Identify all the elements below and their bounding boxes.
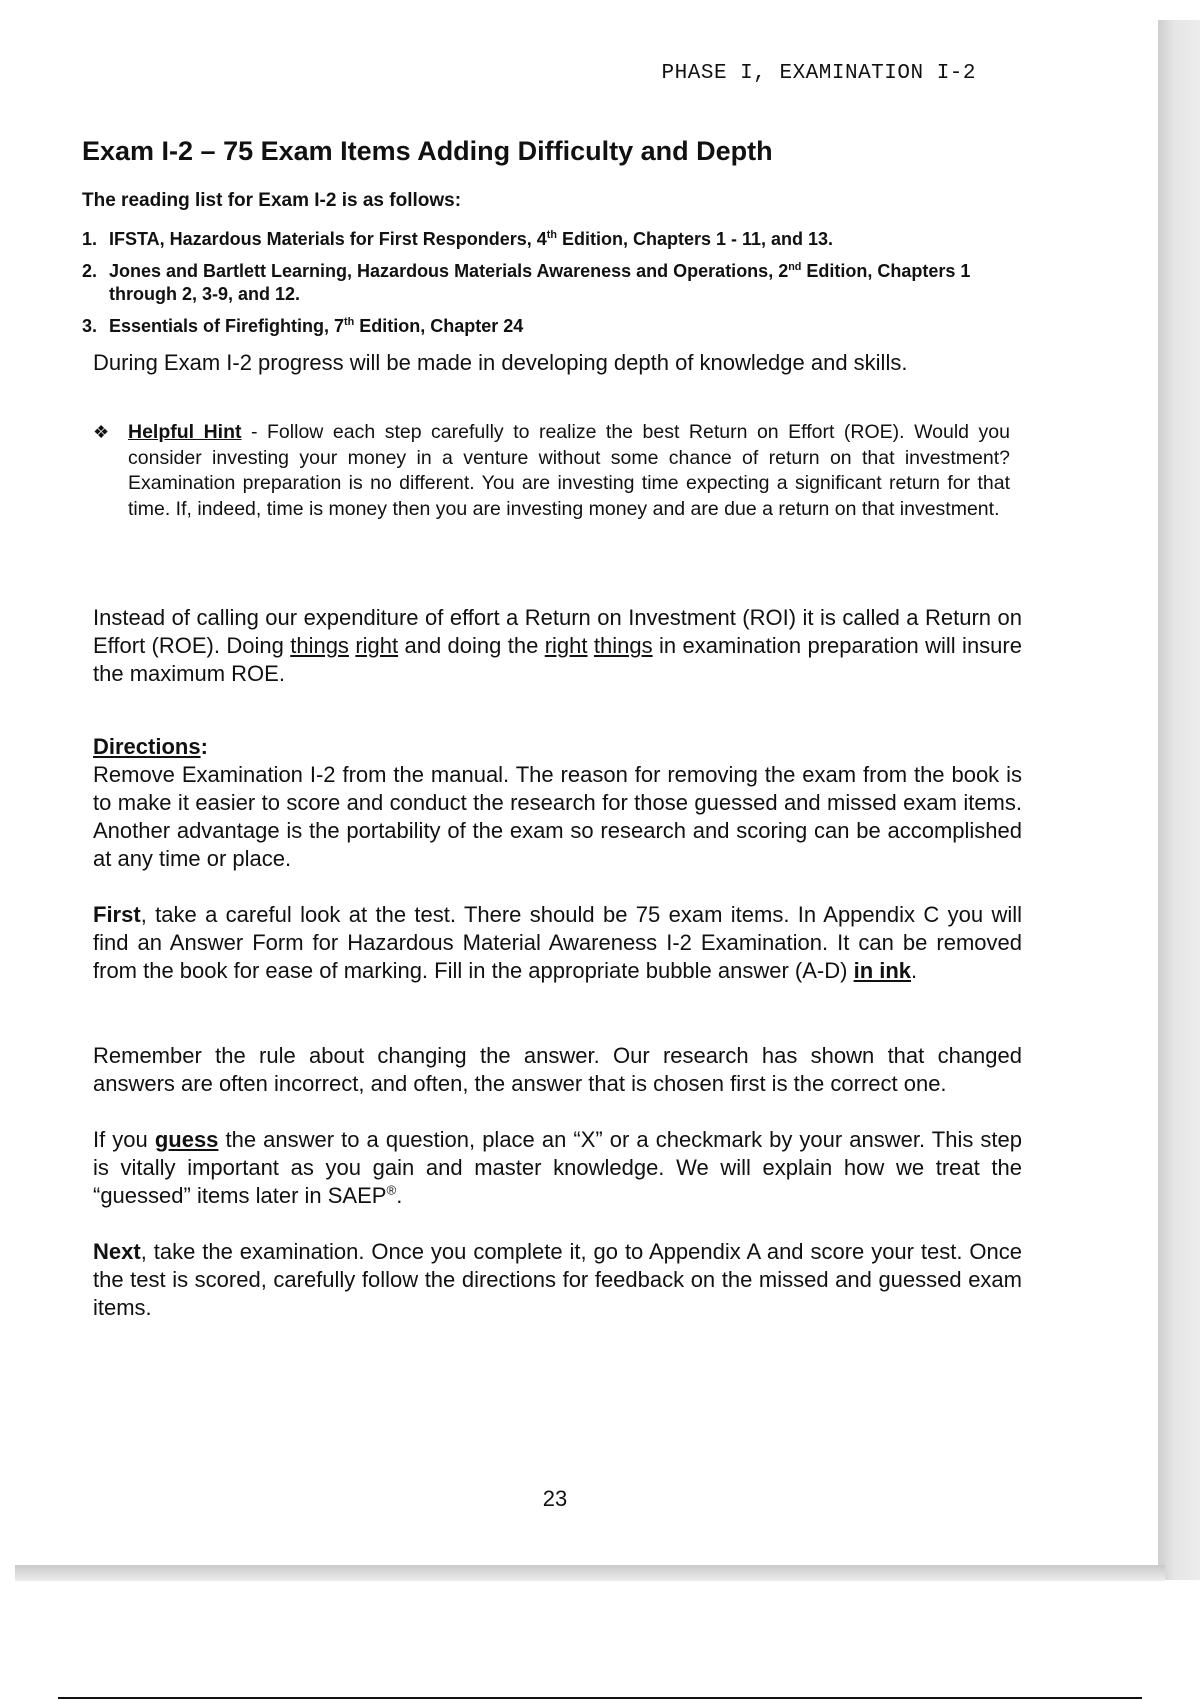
footer-rule: [58, 1697, 1142, 1699]
running-header: PHASE I, EXAMINATION I-2: [661, 62, 976, 85]
list-number: 1.: [82, 229, 98, 249]
diamond-bullet-icon: ❖: [93, 422, 110, 442]
reading-list-intro: The reading list for Exam I-2 is as follows:: [82, 190, 462, 211]
reading-list-item: 2. Jones and Bartlett Learning, Hazardous Materials Awareness and Operations, 2nd Edition, Chapters 1 through 2, 3-9, and 12.: [82, 261, 971, 304]
directions-paragraph: Remove Examination I-2 from the manual. The reason for removing the exam from the book is to make it easier to score and conduct the research for those guessed and missed exam items. Another advantage is the portability of the exam so research and scoring can be accomplished at any time or place.: [93, 762, 1022, 871]
list-number: 2.: [82, 261, 98, 281]
progress-paragraph: During Exam I-2 progress will be made in developing depth of knowledge and skills.: [93, 350, 908, 375]
reading-list-item: 3. Essentials of Firefighting, 7th Edition, Chapter 24: [82, 316, 524, 336]
hint-label: Helpful Hint: [128, 421, 242, 443]
first-step-paragraph: First, take a careful look at the test. There should be 75 exam items. In Appendix C you will find an Answer Form for Hazardous Material Awareness I-2 Examination. It can be removed from the book for ease of marking. Fill in the appropriate bubble answer (A-D) in ink.: [93, 902, 1022, 983]
list-number: 3.: [82, 316, 98, 336]
directions-heading: Directions:: [93, 734, 208, 759]
guess-paragraph: If you guess the answer to a question, place an “X” or a checkmark by your answer. This step is vitally important as you gain and master knowledge. We will explain how we treat the “guessed” items later in SAEP®.: [93, 1127, 1022, 1208]
remember-paragraph: Remember the rule about changing the answer. Our research has shown that changed answers are often incorrect, and often, the answer that is chosen first is the correct one.: [93, 1043, 1022, 1096]
page-number: 23: [542, 1486, 568, 1511]
page-edge-shadow: [1158, 20, 1200, 1580]
hint-body: Helpful Hint - Follow each step carefully to realize the best Return on Effort (ROE). Would you consider investing your money in a venture without some chance of return on that investment? Examination preparation is no different. You are investing time expecting a significant return for that time. If, indeed, time is money then you are investing money and are due a return on that investment.: [128, 421, 1010, 520]
reading-list-item: 1. IFSTA, Hazardous Materials for First Responders, 4th Edition, Chapters 1 - 11, and 13.: [82, 229, 834, 249]
helpful-hint: [93, 420, 1010, 522]
page-title: Exam I-2 – 75 Exam Items Adding Difficulty and Depth: [82, 136, 773, 166]
roe-paragraph: Instead of calling our expenditure of effort a Return on Investment (ROI) it is called a Return on Effort (ROE). Doing things right and doing the right things in examination preparation will insure the maximum ROE.: [93, 605, 1022, 686]
next-step-paragraph: Next, take the examination. Once you complete it, go to Appendix A and score your test. Once the test is scored, carefully follow the directions for feedback on the missed and guessed exam items.: [93, 1239, 1022, 1320]
reading-list: [82, 228, 982, 347]
page-bottom-shadow: [15, 1565, 1165, 1581]
